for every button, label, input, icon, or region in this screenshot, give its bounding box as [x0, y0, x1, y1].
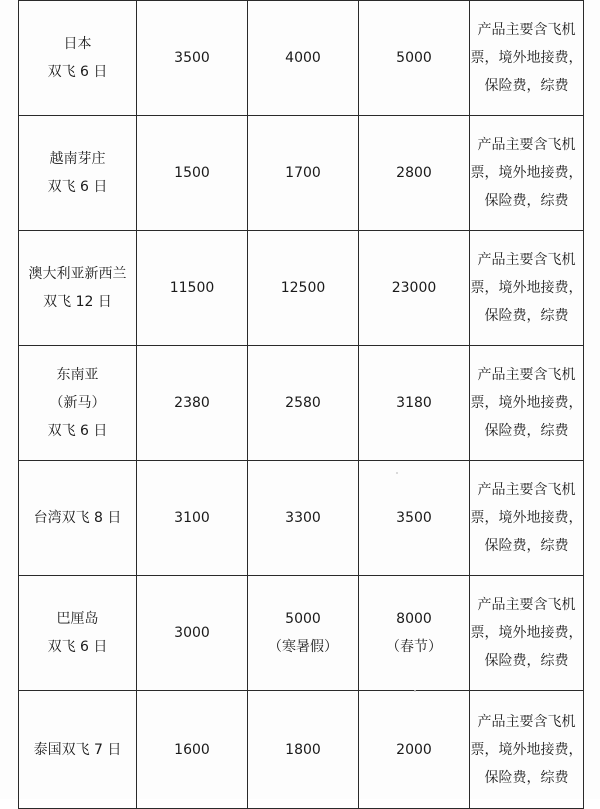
price-cell-2 — [248, 116, 359, 231]
note-text: 产品主要含飞机 — [477, 22, 576, 38]
note-cell — [470, 231, 584, 346]
price-cell-3 — [359, 461, 470, 576]
note-cell — [470, 461, 584, 576]
price-1-text: 2380 — [174, 395, 210, 411]
price-3-text: 8000 — [396, 611, 432, 627]
note-text: 票，境外地接费， — [470, 50, 583, 66]
table-row — [19, 116, 584, 231]
note-text: 产品主要含飞机 — [477, 137, 576, 153]
note-cell — [470, 691, 584, 809]
destination-text: 双飞 6 日 — [47, 64, 108, 80]
price-cell-1 — [137, 346, 248, 461]
price-3-text: 3180 — [396, 395, 432, 411]
note-text: 产品主要含飞机 — [477, 597, 576, 613]
price-3-text: 2000 — [396, 741, 432, 758]
destination-text: 双飞 12 日 — [43, 294, 112, 310]
price-cell-3 — [359, 346, 470, 461]
price-cell-2 — [248, 576, 359, 691]
destination-text: 双飞 6 日 — [47, 639, 108, 655]
note-text: 保险费，综费 — [484, 423, 569, 439]
destination-text: 日本 — [63, 36, 92, 52]
destination-cell — [19, 116, 137, 231]
scan-speck — [396, 472, 398, 474]
note-text: 票，境外地接费， — [470, 165, 583, 181]
price-2-text: 1800 — [285, 741, 321, 758]
price-3-text: 23000 — [391, 280, 437, 296]
table-body — [19, 1, 584, 809]
destination-text: 巴厘岛 — [56, 611, 99, 627]
note-cell — [470, 576, 584, 691]
price-1-text: 3000 — [174, 625, 210, 641]
note-text: 保险费，综费 — [484, 769, 569, 786]
note-text: 产品主要含飞机 — [477, 713, 576, 730]
price-cell-3 — [359, 1, 470, 116]
table-row — [19, 231, 584, 346]
destination-cell — [19, 346, 137, 461]
price-3-text: 5000 — [396, 50, 432, 66]
price-cell-1 — [137, 1, 248, 116]
table-row — [19, 346, 584, 461]
price-3-text: 2800 — [396, 165, 432, 181]
price-cell-2 — [248, 1, 359, 116]
price-cell-2 — [248, 691, 359, 809]
note-text: 产品主要含飞机 — [477, 482, 576, 498]
note-text: 保险费，综费 — [484, 308, 569, 324]
table-row — [19, 461, 584, 576]
price-2-text: 1700 — [285, 165, 321, 181]
destination-text: 台湾双飞 8 日 — [33, 510, 122, 526]
note-cell — [470, 116, 584, 231]
destination-text: 双飞 6 日 — [47, 179, 108, 195]
note-text: 产品主要含飞机 — [477, 367, 576, 383]
note-text: 票，境外地接费， — [470, 625, 583, 641]
note-text: 产品主要含飞机 — [477, 252, 576, 268]
destination-cell — [19, 231, 137, 346]
note-cell — [470, 1, 584, 116]
destination-cell — [19, 576, 137, 691]
price-2-text: 2580 — [285, 395, 321, 411]
note-text: 票，境外地接费， — [470, 395, 583, 411]
price-cell-3 — [359, 691, 470, 809]
price-1-text: 3100 — [174, 510, 210, 526]
note-text: 保险费，综费 — [484, 538, 569, 554]
price-1-text: 11500 — [169, 280, 215, 296]
scan-speck — [414, 690, 416, 692]
table-row — [19, 691, 584, 809]
table-row — [19, 1, 584, 116]
note-text: 票，境外地接费， — [470, 280, 583, 296]
price-1-text: 1500 — [174, 165, 210, 181]
note-text: 保险费，综费 — [484, 653, 569, 669]
price-cell-3 — [359, 231, 470, 346]
price-3-text: （春节） — [386, 639, 442, 655]
destination-cell — [19, 691, 137, 809]
price-cell-3 — [359, 576, 470, 691]
destination-text: 越南芽庄 — [49, 151, 106, 167]
table-row — [19, 576, 584, 691]
price-cell-1 — [137, 461, 248, 576]
destination-text: 双飞 6 日 — [47, 423, 108, 439]
destination-text: 泰国双飞 7 日 — [33, 741, 122, 758]
price-cell-2 — [248, 461, 359, 576]
price-cell-1 — [137, 691, 248, 809]
price-cell-1 — [137, 576, 248, 691]
note-text: 保险费，综费 — [484, 193, 569, 209]
destination-text: 澳大利亚新西兰 — [28, 266, 127, 282]
price-cell-2 — [248, 231, 359, 346]
price-2-text: 5000 — [285, 611, 321, 627]
note-cell — [470, 346, 584, 461]
note-text: 保险费，综费 — [484, 78, 569, 94]
destination-cell — [19, 461, 137, 576]
price-2-text: 4000 — [285, 50, 321, 66]
tour-price-table — [18, 0, 584, 809]
price-cell-1 — [137, 116, 248, 231]
price-1-text: 3500 — [174, 50, 210, 66]
price-cell-2 — [248, 346, 359, 461]
price-cell-3 — [359, 116, 470, 231]
note-text: 票，境外地接费， — [470, 510, 583, 526]
destination-cell — [19, 1, 137, 116]
price-2-text: （寒暑假） — [268, 639, 338, 655]
price-3-text: 3500 — [396, 510, 432, 526]
note-text: 票，境外地接费， — [470, 741, 583, 758]
price-2-text: 3300 — [285, 510, 321, 526]
price-1-text: 1600 — [174, 741, 210, 758]
destination-text: （新马） — [49, 395, 106, 411]
destination-text: 东南亚 — [56, 367, 99, 383]
price-cell-1 — [137, 231, 248, 346]
price-2-text: 12500 — [280, 280, 326, 296]
